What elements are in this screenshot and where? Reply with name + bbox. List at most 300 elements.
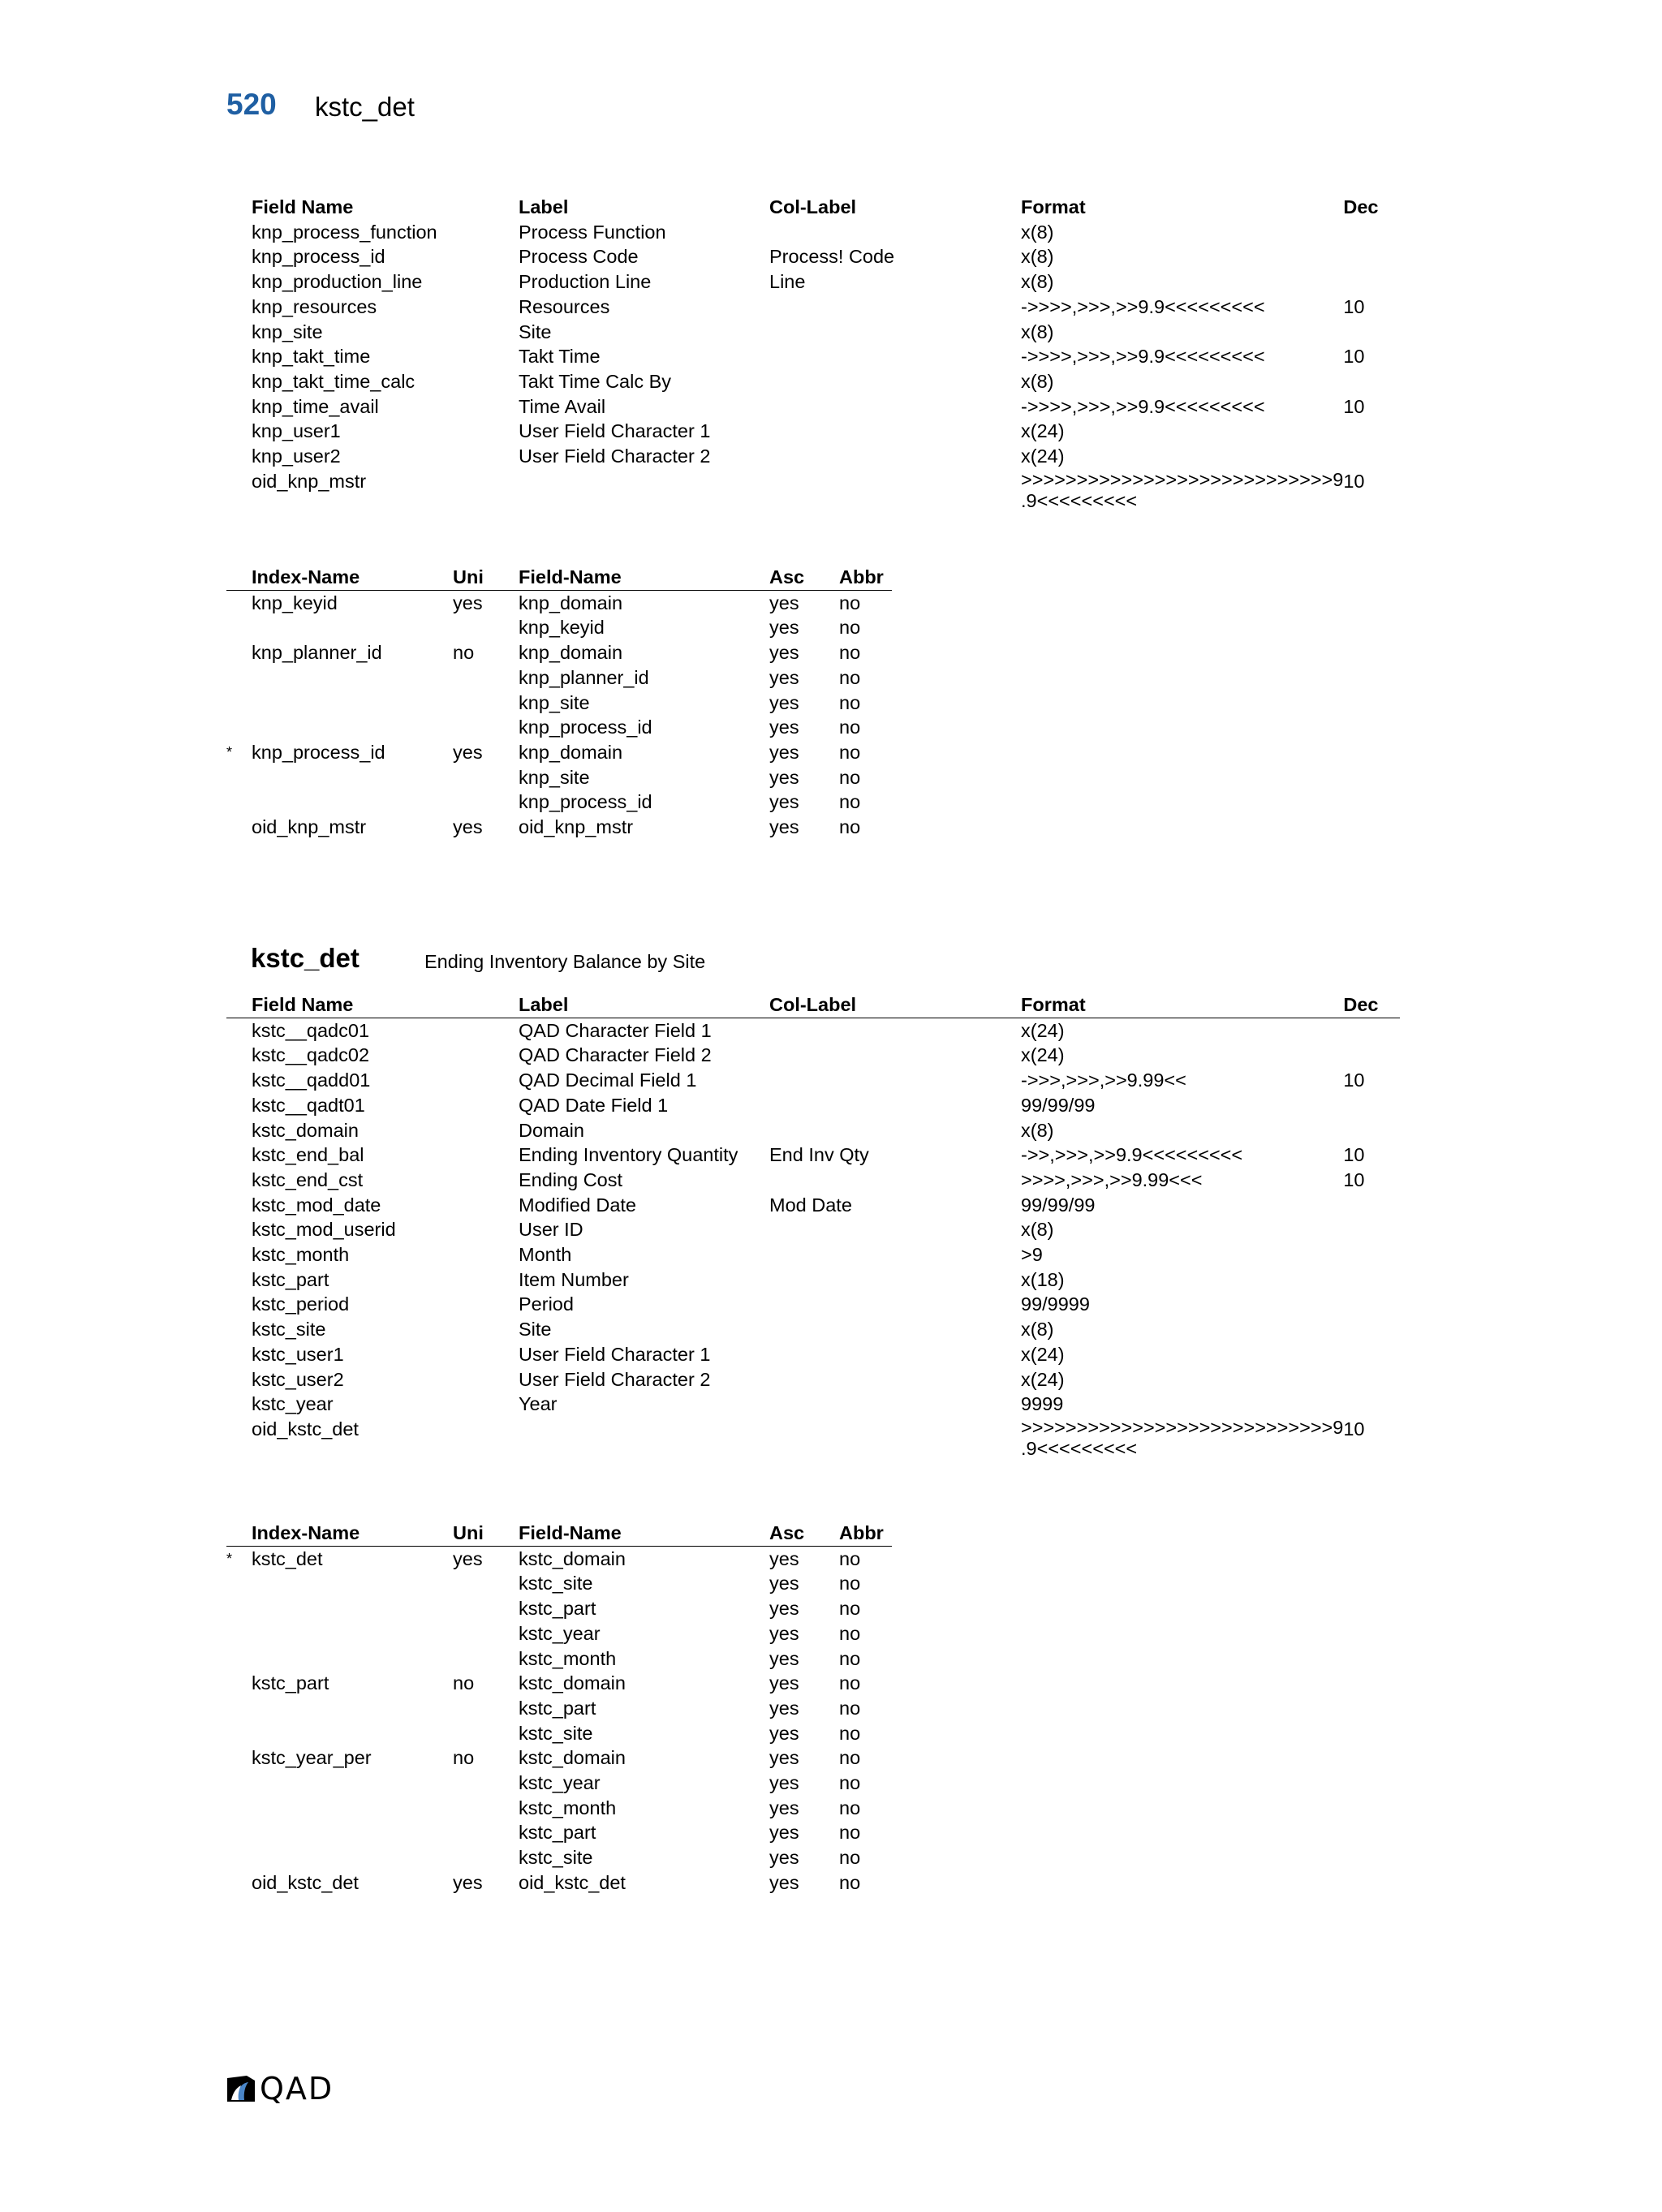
label-cell: Site xyxy=(519,321,552,342)
format-cell: ->>,>>>,>>9.9<<<<<<<<< xyxy=(1021,1144,1243,1166)
col-label-cell xyxy=(769,1392,1021,1417)
index-name-cell xyxy=(252,1721,453,1746)
table-row xyxy=(226,295,1400,320)
table-row xyxy=(226,1267,1400,1293)
ascending-cell: yes xyxy=(769,1822,799,1844)
col-label-cell xyxy=(769,444,1021,469)
row-marker xyxy=(226,419,252,444)
format-cell: 9999 xyxy=(1021,1393,1064,1415)
col-label-cell xyxy=(769,1367,1021,1392)
field-name-cell: knp_takt_time_calc xyxy=(252,370,416,392)
col-label-cell xyxy=(769,1242,1021,1267)
col-header-field-name: Field Name xyxy=(252,196,354,217)
row-marker xyxy=(226,220,252,245)
primary-index-marker xyxy=(226,665,252,691)
abbreviated-cell: no xyxy=(839,617,861,639)
row-marker xyxy=(226,469,252,511)
index-name-cell xyxy=(252,1696,453,1721)
qad-logo xyxy=(226,2071,334,2107)
format-cell: x(8) xyxy=(1021,246,1054,268)
index-name-cell xyxy=(252,1571,453,1596)
primary-index-marker xyxy=(226,590,252,615)
table-row xyxy=(226,1417,1400,1459)
label-cell: QAD Decimal Field 1 xyxy=(519,1069,697,1091)
col-header-col-label: Col-Label xyxy=(769,992,1021,1018)
col-label-cell xyxy=(769,1118,1021,1143)
unique-cell: yes xyxy=(453,1547,483,1569)
abbreviated-cell: no xyxy=(839,816,861,838)
primary-index-marker xyxy=(226,1621,252,1646)
field-name-cell: knp_resources xyxy=(252,295,377,317)
kstc-field-table xyxy=(226,992,1400,1459)
ascending-cell: yes xyxy=(769,791,799,813)
label-cell: User Field Character 1 xyxy=(519,420,711,442)
abbreviated-cell: no xyxy=(839,1547,861,1569)
table-row xyxy=(226,740,892,765)
index-table-header xyxy=(226,1521,892,1546)
ascending-cell: yes xyxy=(769,642,799,664)
dec-cell xyxy=(1343,1267,1400,1293)
ascending-cell: yes xyxy=(769,816,799,838)
index-field-cell: kstc_site xyxy=(519,1722,593,1744)
col-label-cell: Line xyxy=(769,271,806,293)
dec-cell xyxy=(1343,1018,1400,1043)
field-name-cell: oid_knp_mstr xyxy=(252,470,367,492)
table-row xyxy=(226,1621,892,1646)
format-cell: ->>>>,>>>,>>9.9<<<<<<<<< xyxy=(1021,295,1265,317)
field-name-cell: kstc_user2 xyxy=(252,1368,344,1390)
ascending-cell: yes xyxy=(769,1622,799,1644)
field-name-cell: kstc_part xyxy=(252,1268,329,1290)
table-row xyxy=(226,1367,1400,1392)
col-header-label: Label xyxy=(519,196,569,217)
ascending-cell: yes xyxy=(769,1797,799,1818)
index-name-cell: knp_keyid xyxy=(252,592,338,613)
abbreviated-cell: no xyxy=(839,766,861,788)
format-cell: ->>>,>>>,>>9.99<< xyxy=(1021,1069,1186,1091)
row-marker xyxy=(226,1367,252,1392)
index-field-cell: kstc_month xyxy=(519,1647,617,1669)
primary-index-marker xyxy=(226,691,252,716)
index-name-cell xyxy=(252,1771,453,1796)
field-name-cell: kstc_end_cst xyxy=(252,1168,364,1190)
table-row xyxy=(226,1820,892,1845)
format-cell: 99/99/99 xyxy=(1021,1194,1096,1216)
ascending-cell: yes xyxy=(769,1598,799,1620)
dec-cell xyxy=(1343,1292,1400,1317)
primary-index-marker xyxy=(226,1796,252,1821)
label-cell: Ending Inventory Quantity xyxy=(519,1144,738,1166)
unique-cell: yes xyxy=(453,816,483,838)
unique-cell: no xyxy=(453,1672,475,1694)
col-header-uni: Uni xyxy=(453,565,519,590)
table-row xyxy=(226,1696,892,1721)
table-row xyxy=(226,590,892,615)
table-row xyxy=(226,1342,1400,1367)
col-header-dec: Dec xyxy=(1343,992,1400,1018)
field-name-cell: oid_kstc_det xyxy=(252,1418,359,1440)
ascending-cell: yes xyxy=(769,691,799,713)
format-cell: >>>>>>>>>>>>>>>>>>>>>>>>>>>>9 .9<<<<<<<<< xyxy=(1021,1416,1344,1459)
primary-index-marker xyxy=(226,1771,252,1796)
col-label-cell xyxy=(769,1018,1021,1043)
dec-cell xyxy=(1343,244,1400,269)
col-header-abbr: Abbr xyxy=(839,565,892,590)
dec-cell: 10 xyxy=(1343,295,1365,317)
ascending-cell: yes xyxy=(769,1672,799,1694)
col-label-cell xyxy=(769,394,1021,420)
field-name-cell: kstc_mod_userid xyxy=(252,1219,396,1241)
label-cell: Production Line xyxy=(519,271,652,293)
field-name-cell: kstc__qadc01 xyxy=(252,1019,370,1041)
table-row xyxy=(226,269,1400,295)
unique-cell xyxy=(453,790,519,815)
label-cell: Ending Cost xyxy=(519,1168,623,1190)
table-row xyxy=(226,1018,1400,1043)
field-name-cell: knp_takt_time xyxy=(252,346,371,368)
dec-cell xyxy=(1343,1193,1400,1218)
abbreviated-cell: no xyxy=(839,791,861,813)
index-name-cell xyxy=(252,665,453,691)
dec-cell: 10 xyxy=(1343,1069,1365,1091)
col-header-format: Format xyxy=(1021,196,1086,217)
index-name-cell: kstc_part xyxy=(252,1672,329,1694)
dec-cell xyxy=(1343,220,1400,245)
label-cell xyxy=(519,469,769,511)
col-header-label: Label xyxy=(519,992,769,1018)
dec-cell xyxy=(1343,320,1400,345)
ascending-cell: yes xyxy=(769,1722,799,1744)
format-cell: ->>>>,>>>,>>9.9<<<<<<<<< xyxy=(1021,346,1265,368)
index-name-cell: oid_knp_mstr xyxy=(252,816,367,838)
index-name-cell xyxy=(252,615,453,640)
col-label-cell xyxy=(769,1168,1021,1193)
table-row xyxy=(226,1193,1400,1218)
dec-cell: 10 xyxy=(1343,1144,1365,1166)
unique-cell xyxy=(453,1771,519,1796)
table-row xyxy=(226,1721,892,1746)
primary-index-marker: * xyxy=(226,743,233,760)
field-name-cell: kstc__qadd01 xyxy=(252,1069,371,1091)
table-row xyxy=(226,419,1400,444)
col-label-cell: End Inv Qty xyxy=(769,1144,869,1166)
row-marker xyxy=(226,1392,252,1417)
unique-cell xyxy=(453,1845,519,1870)
index-field-cell: knp_process_id xyxy=(519,717,652,738)
col-header-col-label: Col-Label xyxy=(769,196,857,217)
field-name-cell: knp_process_function xyxy=(252,221,437,243)
index-field-cell: knp_keyid xyxy=(519,617,605,639)
table-row xyxy=(226,1392,1400,1417)
table-row xyxy=(226,1143,1400,1168)
unique-cell xyxy=(453,1596,519,1621)
index-name-cell xyxy=(252,1820,453,1845)
table-row xyxy=(226,1093,1400,1118)
kstc-index-table xyxy=(226,1521,892,1896)
index-name-cell: knp_process_id xyxy=(252,741,385,763)
format-cell: 99/99/99 xyxy=(1021,1094,1096,1116)
dec-cell: 10 xyxy=(1343,1418,1365,1440)
ascending-cell: yes xyxy=(769,1697,799,1719)
col-label-cell xyxy=(769,1292,1021,1317)
row-marker xyxy=(226,344,252,369)
row-marker xyxy=(226,1118,252,1143)
table-row xyxy=(226,790,892,815)
col-header-index-name: Index-Name xyxy=(252,565,453,590)
abbreviated-cell: no xyxy=(839,1598,861,1620)
primary-index-marker xyxy=(226,815,252,840)
primary-index-marker xyxy=(226,715,252,740)
row-marker xyxy=(226,1267,252,1293)
index-field-cell: knp_domain xyxy=(519,741,623,763)
label-cell: QAD Date Field 1 xyxy=(519,1094,669,1116)
dec-cell xyxy=(1343,1242,1400,1267)
abbreviated-cell: no xyxy=(839,1747,861,1769)
ascending-cell: yes xyxy=(769,1847,799,1869)
row-marker xyxy=(226,1217,252,1242)
ascending-cell: yes xyxy=(769,717,799,738)
primary-index-marker xyxy=(226,1845,252,1870)
table-row xyxy=(226,1317,1400,1342)
section-description: Ending Inventory Balance by Site xyxy=(424,951,706,972)
col-label-cell xyxy=(769,1267,1021,1293)
table-row xyxy=(226,1118,1400,1143)
primary-index-marker xyxy=(226,1571,252,1596)
qad-logo-mark-icon xyxy=(226,2075,256,2102)
field-name-cell: kstc_year xyxy=(252,1393,334,1415)
format-cell: x(24) xyxy=(1021,1044,1065,1066)
table-row xyxy=(226,1068,1400,1093)
index-field-cell: knp_domain xyxy=(519,642,623,664)
table-row xyxy=(226,369,1400,394)
index-name-cell: knp_planner_id xyxy=(252,642,382,664)
row-marker xyxy=(226,1043,252,1068)
row-marker xyxy=(226,244,252,269)
format-cell: x(8) xyxy=(1021,271,1054,293)
index-field-cell: oid_kstc_det xyxy=(519,1871,626,1893)
field-name-cell: kstc_user1 xyxy=(252,1343,344,1365)
col-label-cell xyxy=(769,1043,1021,1068)
ascending-cell: yes xyxy=(769,617,799,639)
primary-index-marker xyxy=(226,1646,252,1672)
field-name-cell: kstc__qadt01 xyxy=(252,1094,365,1116)
format-cell: x(18) xyxy=(1021,1268,1065,1290)
index-name-cell xyxy=(252,1596,453,1621)
index-name-cell xyxy=(252,1845,453,1870)
field-name-cell: kstc_domain xyxy=(252,1119,359,1141)
label-cell: QAD Character Field 1 xyxy=(519,1019,712,1041)
index-field-cell: kstc_domain xyxy=(519,1747,626,1769)
format-cell: x(24) xyxy=(1021,1368,1065,1390)
unique-cell: yes xyxy=(453,741,483,763)
primary-index-marker xyxy=(226,790,252,815)
label-cell: Modified Date xyxy=(519,1194,636,1216)
format-cell: >>>>,>>>,>>9.99<<< xyxy=(1021,1168,1203,1190)
col-label-cell xyxy=(769,1093,1021,1118)
label-cell: Takt Time Calc By xyxy=(519,370,672,392)
table-row xyxy=(226,244,1400,269)
index-name-cell xyxy=(252,1646,453,1672)
row-marker xyxy=(226,1168,252,1193)
unique-cell: yes xyxy=(453,592,483,613)
table-row xyxy=(226,320,1400,345)
label-cell: Site xyxy=(519,1319,552,1341)
unique-cell xyxy=(453,1721,519,1746)
table-row xyxy=(226,1242,1400,1267)
index-field-cell: kstc_year xyxy=(519,1772,601,1794)
index-field-cell: kstc_site xyxy=(519,1847,593,1869)
index-name-cell xyxy=(252,765,453,790)
index-field-cell: knp_process_id xyxy=(519,791,652,813)
format-cell: x(24) xyxy=(1021,445,1065,467)
ascending-cell: yes xyxy=(769,1871,799,1893)
label-cell: QAD Character Field 2 xyxy=(519,1044,712,1066)
label-cell: User Field Character 2 xyxy=(519,445,711,467)
format-cell: >9 xyxy=(1021,1244,1043,1266)
unique-cell: no xyxy=(453,1747,475,1769)
unique-cell xyxy=(453,1696,519,1721)
col-header-asc: Asc xyxy=(769,1521,839,1546)
label-cell: User ID xyxy=(519,1219,583,1241)
table-row xyxy=(226,1845,892,1870)
abbreviated-cell: no xyxy=(839,717,861,738)
label-cell: Domain xyxy=(519,1119,584,1141)
abbreviated-cell: no xyxy=(839,1647,861,1669)
qad-logo-text: QAD xyxy=(260,2071,334,2107)
dec-cell xyxy=(1343,419,1400,444)
ascending-cell: yes xyxy=(769,666,799,688)
table-row xyxy=(226,691,892,716)
row-marker xyxy=(226,269,252,295)
label-cell xyxy=(519,1417,769,1459)
index-name-cell: kstc_year_per xyxy=(252,1747,372,1769)
abbreviated-cell: no xyxy=(839,1697,861,1719)
ascending-cell: yes xyxy=(769,592,799,613)
primary-index-marker xyxy=(226,1671,252,1696)
table-row xyxy=(226,1292,1400,1317)
format-cell: 99/9999 xyxy=(1021,1293,1090,1315)
field-name-cell: kstc_period xyxy=(252,1293,350,1315)
table-row xyxy=(226,1870,892,1896)
page-number: 520 xyxy=(226,88,277,121)
dec-cell: 10 xyxy=(1343,346,1365,368)
abbreviated-cell: no xyxy=(839,1622,861,1644)
unique-cell xyxy=(453,765,519,790)
format-cell: x(24) xyxy=(1021,1019,1065,1041)
ascending-cell: yes xyxy=(769,1573,799,1594)
label-cell: Process Code xyxy=(519,246,639,268)
col-label-cell xyxy=(769,1417,1021,1459)
index-name-cell xyxy=(252,691,453,716)
label-cell: Month xyxy=(519,1244,572,1266)
format-cell: x(8) xyxy=(1021,1319,1054,1341)
format-cell: x(8) xyxy=(1021,321,1054,342)
col-header-index-name: Index-Name xyxy=(252,1521,453,1546)
unique-cell xyxy=(453,1820,519,1845)
primary-index-marker xyxy=(226,765,252,790)
field-name-cell: knp_process_id xyxy=(252,246,385,268)
table-row xyxy=(226,344,1400,369)
index-table-header xyxy=(226,565,892,590)
page-title: kstc_det xyxy=(315,92,415,122)
dec-cell xyxy=(1343,269,1400,295)
abbreviated-cell: no xyxy=(839,642,861,664)
col-header-field-name: Field-Name xyxy=(519,1521,769,1546)
table-row xyxy=(226,715,892,740)
dec-cell xyxy=(1343,1392,1400,1417)
table-row xyxy=(226,1671,892,1696)
unique-cell xyxy=(453,691,519,716)
abbreviated-cell: no xyxy=(839,1871,861,1893)
index-field-cell: kstc_domain xyxy=(519,1672,626,1694)
index-name-cell xyxy=(252,1621,453,1646)
label-cell: Year xyxy=(519,1393,558,1415)
index-field-cell: kstc_year xyxy=(519,1622,601,1644)
field-name-cell: kstc__qadc02 xyxy=(252,1044,370,1066)
primary-index-marker xyxy=(226,1745,252,1771)
table-row xyxy=(226,1546,892,1571)
table-row xyxy=(226,1596,892,1621)
index-name-cell xyxy=(252,1796,453,1821)
col-header-field-name: Field Name xyxy=(252,992,519,1018)
primary-index-marker xyxy=(226,1870,252,1896)
row-marker xyxy=(226,1417,252,1459)
index-field-cell: oid_knp_mstr xyxy=(519,816,634,838)
dec-cell: 10 xyxy=(1343,470,1365,492)
field-table-header xyxy=(226,992,1400,1018)
table-row xyxy=(226,444,1400,469)
col-header-abbr: Abbr xyxy=(839,1521,892,1546)
abbreviated-cell: no xyxy=(839,1847,861,1869)
dec-cell: 10 xyxy=(1343,1168,1365,1190)
knp-field-table xyxy=(226,195,1400,511)
col-header-format: Format xyxy=(1021,992,1343,1018)
col-header-uni: Uni xyxy=(453,1521,519,1546)
primary-index-marker xyxy=(226,1596,252,1621)
unique-cell: yes xyxy=(453,1871,483,1893)
dec-cell xyxy=(1343,1367,1400,1392)
label-cell: User Field Character 2 xyxy=(519,1368,711,1390)
dec-cell: 10 xyxy=(1343,395,1365,417)
primary-index-marker xyxy=(226,640,252,665)
label-cell: User Field Character 1 xyxy=(519,1343,711,1365)
abbreviated-cell: no xyxy=(839,1797,861,1818)
dec-cell xyxy=(1343,369,1400,394)
label-cell: Time Avail xyxy=(519,395,606,417)
table-row xyxy=(226,1646,892,1672)
index-field-cell: kstc_domain xyxy=(519,1547,626,1569)
index-field-cell: kstc_part xyxy=(519,1822,596,1844)
col-label-cell xyxy=(769,344,1021,369)
unique-cell xyxy=(453,1646,519,1672)
abbreviated-cell: no xyxy=(839,1722,861,1744)
row-marker xyxy=(226,369,252,394)
format-cell: x(8) xyxy=(1021,1219,1054,1241)
table-row xyxy=(226,640,892,665)
abbreviated-cell: no xyxy=(839,1672,861,1694)
ascending-cell: yes xyxy=(769,766,799,788)
dec-cell xyxy=(1343,1317,1400,1342)
table-row xyxy=(226,615,892,640)
col-label-cell xyxy=(769,469,1021,511)
row-marker xyxy=(226,1292,252,1317)
row-marker xyxy=(226,320,252,345)
primary-index-marker xyxy=(226,1820,252,1845)
field-name-cell: kstc_mod_date xyxy=(252,1194,381,1216)
label-cell: Period xyxy=(519,1293,574,1315)
field-name-cell: knp_time_avail xyxy=(252,395,379,417)
unique-cell xyxy=(453,665,519,691)
